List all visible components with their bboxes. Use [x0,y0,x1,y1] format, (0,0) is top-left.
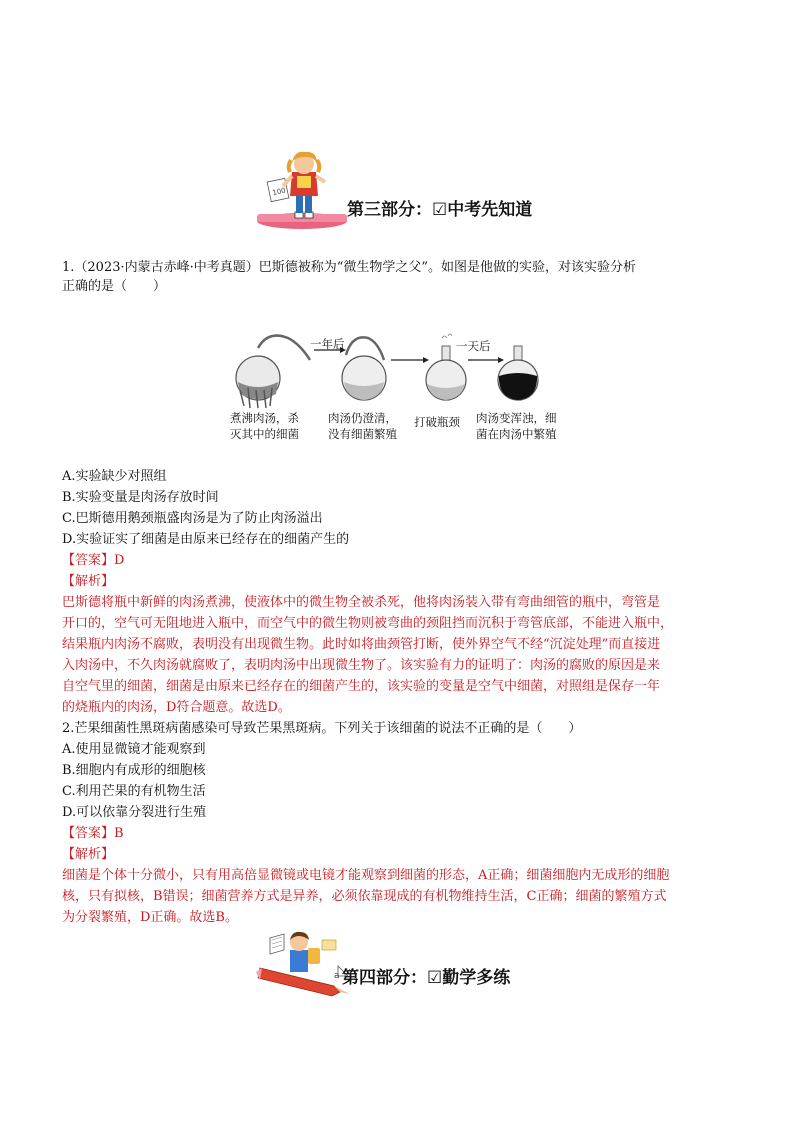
experiment-flasks [228,330,558,410]
q2-option-b: B.细胞内有成形的细胞核 [62,763,206,778]
q2-analysis-line: 为分裂繁殖，D正确。故选B。 [62,910,238,925]
q1-option-b: B.实验变量是肉汤存放时间 [62,490,219,505]
q1-stem-line2: 正确的是（ ） [62,279,167,294]
boy-pencil-illustration [256,928,352,1000]
girl-illustration [255,150,350,230]
caption-break-neck: 打破瓶颈 [414,415,460,429]
caption-clear: 肉汤仍澄清， 没有细菌繁殖 [328,411,397,441]
part3-title: 第三部分：☑中考先知道 [347,200,533,220]
q2-option-d: D.可以依靠分裂进行生殖 [62,805,207,820]
q1-answer: 【答案】D [62,553,125,568]
q1-analysis-line: 入肉汤中，不久肉汤就腐败了，表明肉汤中出现微生物了。该实验有力的证明了：肉汤的腐败的原因是来 [62,658,661,673]
q2-analysis-line: 细菌是个体十分微小，只有用高倍显微镜或电镜才能观察到细菌的形态，A正确；细菌细胞内无成形的细胞 [62,868,670,883]
q1-analysis-line: 开口的，空气可无阻地进入瓶中，而空气中的微生物则被弯曲的颈阻挡而沉积于弯管底部，不能进入瓶中， [62,616,674,631]
q1-option-c: C.巴斯德用鹅颈瓶盛肉汤是为了防止肉汤溢出 [62,511,323,526]
q1-stem-line1: 1.（2023·内蒙古赤峰·中考真题）巴斯德被称为“微生物学之父”。如图是他做的实验，对该实验分析 [62,260,637,275]
q2-answer: 【答案】B [62,826,124,841]
arrow-label-one-day: 一天后 [456,339,491,353]
q2-option-a: A.使用显微镜才能观察到 [62,742,206,757]
q1-analysis-line: 的烧瓶内的肉汤，D符合题意。故选D。 [62,700,291,715]
q1-option-a: A.实验缺少对照组 [62,469,167,484]
q1-analysis-line: 自空气里的细菌，细菌是由原来已经存在的细菌产生的，该实验的变量是空气中细菌，对照组是保存一年 [62,679,661,694]
caption-turbid: 肉汤变浑浊，细 菌在肉汤中繁殖 [476,411,557,441]
q2-analysis-label: 【解析】 [62,847,115,862]
q1-analysis-label: 【解析】 [62,574,115,589]
q2-option-c: C.利用芒果的有机物生活 [62,784,206,799]
pasteur-experiment-figure [228,330,558,450]
svg-text:a: a [334,971,340,981]
part4-title: 第四部分：☑勤学多练 [342,968,511,988]
q1-analysis-line: 结果瓶内肉汤不腐败，表明没有出现微生物。此时如将曲颈管打断，使外界空气不经“沉淀处理”而直接进 [62,637,661,652]
svg-text:100: 100 [271,186,287,198]
caption-boil: 煮沸肉汤，杀 灭其中的细菌 [230,411,299,441]
arrow-label-one-year: 一年后 [310,337,345,351]
q1-option-d: D.实验证实了细菌是由原来已经存在的细菌产生的 [62,532,350,547]
q1-analysis-line: 巴斯德将瓶中新鲜的肉汤煮沸，使液体中的微生物全被杀死，他将肉汤装入带有弯曲细管的瓶中，弯管是 [62,595,661,610]
q2-stem: 2.芒果细菌性黑斑病菌感染可导致芒果黑斑病。下列关于该细菌的说法不正确的是（ ） [62,721,582,736]
q2-analysis-line: 核，只有拟核，B错误；细菌营养方式是异养，必须依靠现成的有机物维持生活，C正确；细菌的繁殖方式 [62,889,667,904]
